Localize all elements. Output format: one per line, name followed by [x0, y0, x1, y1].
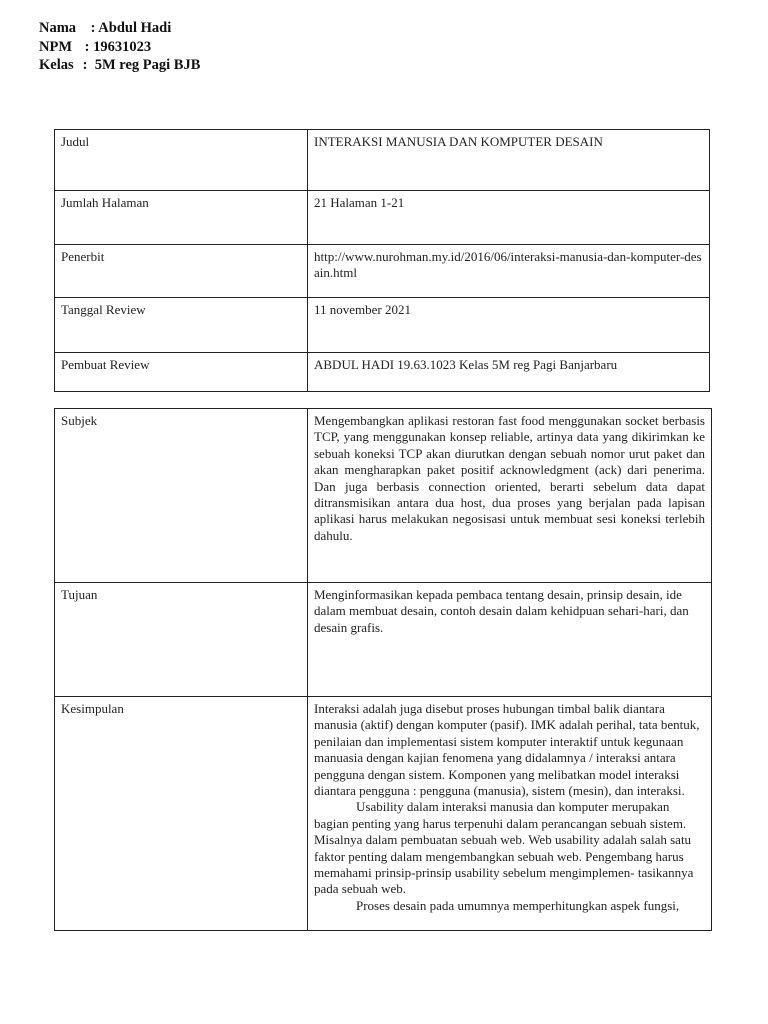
row-judul	[55, 130, 710, 191]
judul-label: Judul	[55, 130, 308, 191]
kesimpulan-cell	[308, 697, 712, 931]
tujuan-text: Menginformasikan kepada pembaca tentang desain, prinsip desain, ide dalam membuat desain, contoh desain dalam kehidpuan sehari-hari, dan desain grafis.	[308, 583, 712, 697]
kesimpulan-label: Kesimpulan	[55, 697, 308, 931]
kelas-label: Kelas	[39, 57, 74, 73]
kelas-value: 5M reg Pagi BJB	[94, 57, 201, 73]
npm-row: NPM : 19631023	[39, 38, 152, 55]
name-value: Abdul Hadi	[98, 20, 172, 36]
penerbit-url: http://www.nurohman.my.id/2016/06/interaksi-manusia-dan-komputer-desain.html	[308, 245, 710, 298]
npm-label: NPM	[39, 38, 73, 55]
judul-value: INTERAKSI MANUSIA DAN KOMPUTER DESAIN	[308, 130, 710, 191]
review-table	[54, 408, 712, 931]
pembuat-review-label: Pembuat Review	[55, 353, 308, 392]
book-info-table	[54, 129, 710, 392]
row-penerbit	[55, 245, 710, 298]
student-header	[39, 19, 200, 75]
kelas-row: Kelas : 5M reg Pagi BJB	[39, 57, 201, 73]
tanggal-review-value: 11 november 2021	[308, 298, 710, 353]
name-row: Nama : Abdul Hadi	[39, 20, 172, 36]
name-label: Nama	[39, 20, 77, 36]
subjek-label: Subjek	[55, 409, 308, 583]
kesimpulan-paragraph-2: Usability dalam interaksi manusia dan komputer merupakan bagian penting yang harus terpenuhi dalam perancangan sebuah sistem. Misalnya dalam pembuatan sebuah web. Web usability adalah salah satu faktor penting dalam mengembangkan sebuah web. Pengembang harus memahami prinsip-prinsip usability sebelum mengimplemen- tasikannya pada sebuah web.	[314, 799, 694, 897]
jumlah-halaman-label: Jumlah Halaman	[55, 191, 308, 245]
row-jumlah-halaman	[55, 191, 710, 245]
kesimpulan-paragraph-1: Interaksi adalah juga disebut proses hubungan timbal balik diantara manusia (aktif) dengan komputer (pasif). IMK adalah perihal, tata bentuk, penilaian dan implementasi sistem komputer interaktif untuk kegunaan manuasia dengan kajian fenomena yang didalamnya / interaksi antara pengguna dengan sistem. Komponen yang melibatkan model interaksi diantara pengguna : pengguna (manusia), sistem (mesin), dan interaksi.	[314, 701, 700, 799]
kesimpulan-paragraph-3: Proses desain pada umumnya memperhitungkan aspek fungsi,	[356, 897, 680, 913]
tanggal-review-label: Tanggal Review	[55, 298, 308, 353]
subjek-text: Mengembangkan aplikasi restoran fast food menggunakan socket berbasis TCP, yang menggunakan konsep reliable, artinya data yang dikirimkan ke sebuah koneksi TCP akan diurutkan dengan sebuah nomor urut paket dan akan mengharapkan paket positif acknowledgment (ack) dari penerima. Dan juga berbasis connection oriented, berarti sebelum data dapat ditransmisikan antara dua host, dua proses yang berjalan pada lapisan aplikasi harus melakukan negosisasi untuk membuat sesi koneksi terlebih dahulu.	[308, 409, 712, 583]
row-tujuan	[55, 583, 712, 697]
row-tanggal-review	[55, 298, 710, 353]
row-kesimpulan	[55, 697, 712, 931]
row-subjek	[55, 409, 712, 583]
npm-value: 19631023	[93, 38, 152, 55]
jumlah-halaman-value: 21 Halaman 1-21	[308, 191, 710, 245]
penerbit-label: Penerbit	[55, 245, 308, 298]
pembuat-review-value: ABDUL HADI 19.63.1023 Kelas 5M reg Pagi Banjarbaru	[308, 353, 710, 392]
tujuan-label: Tujuan	[55, 583, 308, 697]
row-pembuat-review	[55, 353, 710, 392]
